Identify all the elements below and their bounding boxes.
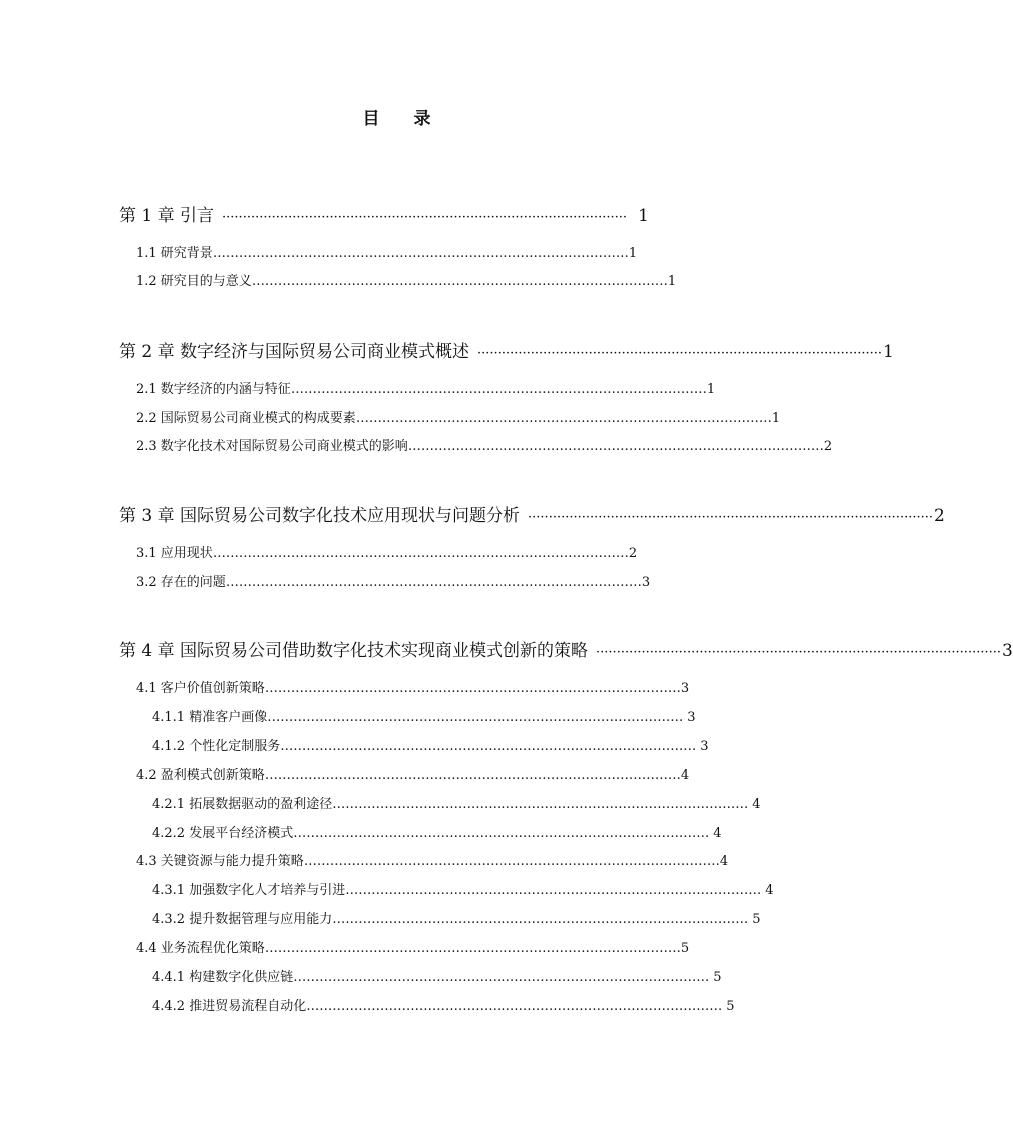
toc-page-number: 4 xyxy=(713,826,722,841)
toc-dot-leader: …………………………………………………………………………………… xyxy=(407,439,824,454)
toc-entry-label: 4.2.1 拓展数据驱动的盈利途径 xyxy=(152,797,333,812)
toc-dot-leader: …………………………………………………………………………………… xyxy=(251,274,668,289)
toc-dot-leader: ·································································································· xyxy=(222,210,627,225)
toc-dot-leader: …………………………………………………………………………………… xyxy=(212,546,629,561)
toc-entry-2-3[interactable] xyxy=(136,435,833,454)
toc-entry-4-1[interactable] xyxy=(136,677,690,696)
toc-page-number: 4 xyxy=(719,854,729,869)
toc-entry-label: 3.1 应用现状 xyxy=(136,546,213,561)
toc-dot-leader: …………………………………………………………………………………… xyxy=(290,382,707,397)
toc-dot-leader: …………………………………………………………………………………… xyxy=(225,575,642,590)
toc-entry-label: 4.1 客户价值创新策略 xyxy=(136,681,265,696)
toc-entry-4-1-2[interactable] xyxy=(152,735,709,754)
toc-entry-label: 4.3 关键资源与能力提升策略 xyxy=(136,854,304,869)
toc-entry-label: 4.4.2 推进贸易流程自动化 xyxy=(152,999,307,1014)
toc-page-number: 5 xyxy=(680,941,690,956)
toc-entry-label: 2.2 国际贸易公司商业模式的构成要素 xyxy=(136,411,356,426)
toc-entry-4-4-1[interactable] xyxy=(152,966,722,985)
toc-entry-chapter-2[interactable] xyxy=(119,337,894,362)
toc-dot-leader: …………………………………………………………………………………… xyxy=(267,710,684,725)
toc-page-number: 1 xyxy=(628,246,638,261)
toc-page-number: 1 xyxy=(706,382,716,397)
toc-entry-1-1[interactable] xyxy=(136,242,638,261)
toc-entry-chapter-1[interactable] xyxy=(119,201,649,225)
toc-entry-4-4-2[interactable] xyxy=(152,995,735,1014)
toc-entry-label: 4.3.1 加强数字化人才培养与引进 xyxy=(152,883,346,898)
toc-dot-leader: ·································································································· xyxy=(596,645,1001,660)
toc-entry-label: 1.2 研究目的与意义 xyxy=(136,274,252,289)
toc-entry-label: 第 2 章 数字经济与国际贸易公司商业模式概述 xyxy=(119,342,470,362)
toc-title: 目 录 xyxy=(362,109,445,129)
toc-dot-leader: …………………………………………………………………………………… xyxy=(355,411,772,426)
toc-page-number: 3 xyxy=(641,575,651,590)
toc-dot-leader: …………………………………………………………………………………… xyxy=(293,970,710,985)
toc-dot-leader: ·································································································· xyxy=(528,510,933,525)
toc-page-number: 2 xyxy=(823,439,833,454)
toc-page-number: 1 xyxy=(883,342,894,362)
toc-entry-label: 第 4 章 国际贸易公司借助数字化技术实现商业模式创新的策略 xyxy=(119,641,589,661)
toc-entry-label: 2.1 数字经济的内涵与特征 xyxy=(136,382,291,397)
toc-dot-leader: …………………………………………………………………………………… xyxy=(332,797,749,812)
toc-page-number: 3 xyxy=(680,681,690,696)
toc-entry-chapter-4[interactable] xyxy=(119,636,1013,661)
toc-page-number: 2 xyxy=(628,546,638,561)
toc-entry-label: 4.2.2 发展平台经济模式 xyxy=(152,826,294,841)
toc-entry-label: 4.1.2 个性化定制服务 xyxy=(152,739,281,754)
toc-page-number: 1 xyxy=(638,206,649,226)
toc-entry-3-2[interactable] xyxy=(136,571,651,590)
toc-entry-label: 4.4 业务流程优化策略 xyxy=(136,941,265,956)
toc-page-number: 1 xyxy=(667,274,677,289)
toc-page-number: 5 xyxy=(713,970,722,985)
toc-entry-4-2-2[interactable] xyxy=(152,822,722,841)
toc-dot-leader: …………………………………………………………………………………… xyxy=(332,912,749,927)
toc-entry-label: 第 3 章 国际贸易公司数字化技术应用现状与问题分析 xyxy=(119,506,521,526)
toc-entry-2-2[interactable] xyxy=(136,407,781,426)
toc-dot-leader: …………………………………………………………………………………… xyxy=(264,941,681,956)
toc-entry-label: 4.4.1 构建数字化供应链 xyxy=(152,970,294,985)
toc-page-number: 4 xyxy=(765,883,774,898)
toc-page-number: 4 xyxy=(680,768,690,783)
toc-page-number: 1 xyxy=(771,411,781,426)
toc-entry-1-2[interactable] xyxy=(136,270,677,289)
toc-dot-leader: …………………………………………………………………………………… xyxy=(306,999,723,1014)
toc-dot-leader: …………………………………………………………………………………… xyxy=(212,246,629,261)
toc-entry-3-1[interactable] xyxy=(136,542,638,561)
toc-page-number: 2 xyxy=(934,506,945,526)
toc-dot-leader: …………………………………………………………………………………… xyxy=(293,826,710,841)
toc-entry-4-3-1[interactable] xyxy=(152,879,774,898)
toc-entry-4-2-1[interactable] xyxy=(152,793,761,812)
toc-dot-leader: …………………………………………………………………………………… xyxy=(264,768,681,783)
toc-entry-label: 2.3 数字化技术对国际贸易公司商业模式的影响 xyxy=(136,439,408,454)
toc-entry-label: 4.3.2 提升数据管理与应用能力 xyxy=(152,912,333,927)
toc-entry-4-3[interactable] xyxy=(136,850,729,869)
toc-entry-4-3-2[interactable] xyxy=(152,908,761,927)
toc-page-number: 5 xyxy=(752,912,761,927)
toc-entry-4-4[interactable] xyxy=(136,937,690,956)
toc-entry-label: 3.2 存在的问题 xyxy=(136,575,226,590)
toc-entry-label: 4.1.1 精准客户画像 xyxy=(152,710,268,725)
toc-dot-leader: …………………………………………………………………………………… xyxy=(264,681,681,696)
toc-dot-leader: …………………………………………………………………………………… xyxy=(303,854,720,869)
toc-entry-label: 1.1 研究背景 xyxy=(136,246,213,261)
toc-entry-label: 4.2 盈利模式创新策略 xyxy=(136,768,265,783)
toc-page-number: 3 xyxy=(687,710,696,725)
toc-entry-chapter-3[interactable] xyxy=(119,501,945,526)
toc-page-number: 5 xyxy=(726,999,735,1014)
toc-entry-label: 第 1 章 引言 xyxy=(119,206,215,226)
toc-entry-4-2[interactable] xyxy=(136,764,690,783)
toc-dot-leader: …………………………………………………………………………………… xyxy=(280,739,697,754)
toc-dot-leader: ·································································································· xyxy=(477,346,882,361)
toc-entry-4-1-1[interactable] xyxy=(152,706,696,725)
toc-page-number: 4 xyxy=(752,797,761,812)
toc-page-number: 3 xyxy=(700,739,709,754)
toc-entry-2-1[interactable] xyxy=(136,378,716,397)
toc-dot-leader: …………………………………………………………………………………… xyxy=(345,883,762,898)
toc-page-number: 3 xyxy=(1002,641,1013,661)
